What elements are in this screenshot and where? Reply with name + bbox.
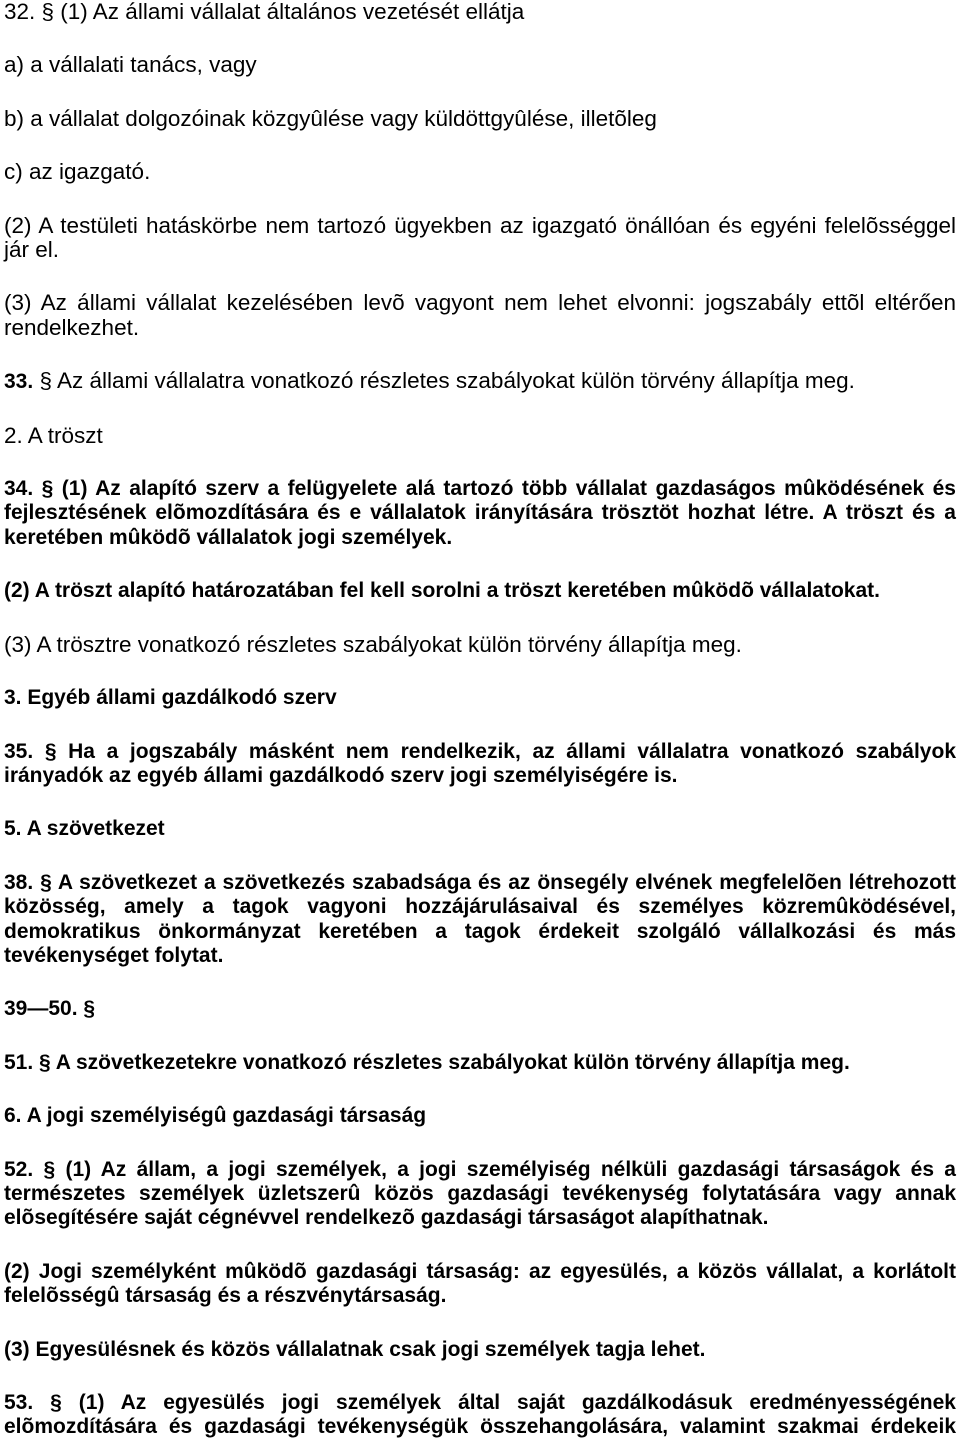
section-39-50: 39—50. § (4, 997, 96, 1021)
section-32-para-1: 32. § (1) Az állami vállalat általános vezetését ellátja (4, 0, 525, 24)
section-52-para-1: 52. § (1) Az állam, a jogi személyek, a jogi személyiség nélküli gazdasági társaságok és a természetes személyek üzletszerû közös gazdasági tevékenység folytatására vagy annak elõsegítésére saját cégnévvel rendelkezõ gazdasági társaságot alapíthatnak. (4, 1157, 956, 1230)
section-32-para-3: (3) Az állami vállalat kezelésében levõ vagyont nem lehet elvonni: jogszabály ettõl eltérően rendelkezhet. (4, 290, 956, 340)
section-52-para-3: (3) Egyesülésnek és közös vállalatnak csak jogi személyek tagja lehet. (4, 1337, 706, 1361)
section-33 (4, 369, 956, 394)
chapter-heading-5: 5. A szövetkezet (4, 817, 165, 841)
section-text: § Az állami vállalatra vonatkozó részletes szabályokat külön törvény állapítja meg. (39, 368, 855, 394)
section-52-para-2: (2) Jogi személyként mûködõ gazdasági társaság: az egyesülés, a közös vállalat, a korlátolt felelõsségû társaság és a részvénytársaság. (4, 1259, 956, 1308)
section-34-para-3: (3) A trösztre vonatkozó részletes szabályokat külön törvény állapítja meg. (4, 631, 742, 657)
section-34-para-1: 34. § (1) Az alapító szerv a felügyelete alá tartozó több vállalat gazdaságos mûködésének és fejlesztésének elõmozdítására és e vállalatok irányítására trösztöt hozhat létre. A tröszt és a keretében mûködõ vállalatok jogi személyek. (4, 477, 956, 549)
section-53-para-1: 53. § (1) Az egyesülés jogi személyek által saját gazdálkodásuk eredményességének elõmozdítására és gazdasági tevékenységük összehangolására, valamint szakmai érdekeik (4, 1391, 956, 1439)
list-item-c: c) az igazgató. (4, 159, 151, 185)
section-51: 51. § A szövetkezetekre vonatkozó részletes szabályokat külön törvény állapítja meg. (4, 1050, 850, 1074)
chapter-heading-2: 2. A tröszt (4, 422, 103, 448)
list-item-b: b) a vállalat dolgozóinak közgyûlése vagy küldöttgyûlése, illetõleg (4, 105, 657, 131)
document-page (4, 0, 956, 1440)
section-number: 33. (4, 370, 34, 394)
section-35: 35. § Ha a jogszabály másként nem rendelkezik, az állami vállalatra vonatkozó szabályok irányadók az egyéb állami gazdálkodó szerv jogi személyiségére is. (4, 739, 956, 787)
chapter-heading-6: 6. A jogi személyiségû gazdasági társaság (4, 1104, 427, 1128)
list-item-a: a) a vállalati tanács, vagy (4, 52, 257, 78)
chapter-heading-3: 3. Egyéb állami gazdálkodó szerv (4, 686, 337, 710)
section-34-para-2: (2) A tröszt alapító határozatában fel kell sorolni a tröszt keretében mûködõ vállalatokat. (4, 579, 880, 603)
section-32-para-2: (2) A testületi hatáskörbe nem tartozó ügyekben az igazgató önállóan és egyéni felelõsséggel jár el. (4, 212, 956, 263)
section-38: 38. § A szövetkezet a szövetkezés szabadsága és az önsegély elvének megfelelõen létrehozott közösség, amely a tagok vagyoni hozzájárulásaival és személyes közremûködésével, demokratikus önkormányzat keretében a tagok érdekeit szolgáló vállalkozási és más tevékenységet folytat. (4, 870, 956, 967)
